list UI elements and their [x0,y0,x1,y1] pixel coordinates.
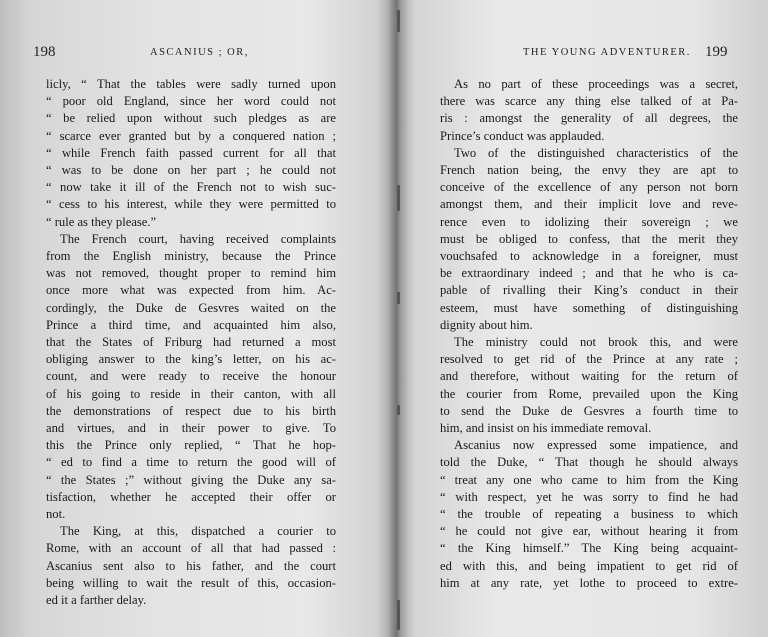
text-line: this the Prince only replied, “ That he hop- [46,438,336,453]
text-line: “ rule as they please.” [46,214,157,229]
text-line: “ poor old England, since her word could not [46,94,336,109]
text-line: cordingly, the Duke de Gesvres waited on the [46,300,336,315]
text-line: ris : amongst the generality of all degrees, the [440,111,738,126]
text-line: The ministry could not brook this, and were [454,335,738,350]
text-line: “ be relied upon without such pledges as are [46,111,336,126]
binding-stitch [397,600,400,630]
text-line: him, and insist on his immediate removal. [440,421,652,436]
text-line: tisfaction, whether he accepted their offer or [46,489,336,504]
text-line: Prince a third time, and acquainted him also, [46,317,336,332]
text-line: “ scarce ever granted but by a conquered nation ; [46,128,336,143]
text-line: “ cess to his interest, while they were permitted to [46,197,336,212]
text-line: and virtues, and in their power to give. To [46,421,336,436]
text-line: that the States of Friburg had returned a most [46,335,336,350]
text-line: pable of rivalling their King’s conduct in their [440,283,738,298]
text-line: “ treat any one who came to him from the King [440,472,738,487]
text-line: told the Duke, “ That though he should always [440,455,738,470]
text-line: amongst them, and their implicit love and reve- [440,197,738,212]
text-line: resolved to get rid of the Prince at any rate ; [440,352,738,367]
text-line: vouchsafed to acknowledge in a foreigner, must [440,249,738,264]
running-head-left: ASCANIUS ; OR, [150,47,249,58]
text-line: dignity about him. [440,317,533,332]
binding-stitch [397,292,400,304]
page-number-left: 198 [33,44,56,60]
text-line: Prince’s conduct was applauded. [440,128,605,143]
text-line: rence even to idolizing their sovereign ; we [440,214,738,229]
text-line: be extraordinary indeed ; and that he who is ca- [440,266,738,281]
text-line: “ he could not give ear, without hearing it from [440,524,738,539]
text-line: “ now take it ill of the French not to wish suc- [46,180,336,195]
text-line: Ascanius now expressed some impatience, and [454,438,738,453]
text-line: conceive of the excellence of any person not born [440,180,738,195]
binding-stitch [397,185,400,211]
text-line: The French court, having received complaints [60,231,336,246]
text-line: and therefore, without waiting for the return of [440,369,738,384]
text-line: Rome, with an account of all that had passed : [46,541,336,556]
text-line: being willing to wait the result of this, occasion- [46,575,336,590]
page-number-right: 199 [705,44,728,60]
text-line: As no part of these proceedings was a secret, [454,77,738,91]
text-line: the courier from Rome, prevailed upon the King [440,386,738,401]
text-line: count, and were ready to receive the honour [46,369,336,384]
running-head-right: THE YOUNG ADVENTURER. [523,47,691,58]
text-line: French nation being, the envy they are apt to [440,163,738,178]
text-line: ed with this, and being impatient to get rid of [440,558,738,573]
text-line: from the English ministry, because the Prince [46,249,336,264]
text-line: him at any rate, yet lothe to proceed to extre- [440,575,738,590]
text-line: The King, at this, dispatched a courier to [60,524,336,539]
text-line: “ the States ;” without giving the Duke any sa- [46,472,336,487]
text-line: obliging answer to the king’s letter, on his ac- [46,352,336,367]
text-line: the demonstrations of respect due to his birth [46,403,336,418]
left-page-body [46,76,336,609]
text-line: must be obliged to confess, that the merit they [440,231,738,246]
text-line: to send the Duke de Gesvres a fourth time to [440,403,738,418]
text-line: not. [46,507,66,522]
text-line: “ ed to find a time to return the good will of [46,455,336,470]
text-line: “ the King himself.” The King being acquaint- [440,541,738,556]
text-line: ed it a farther delay. [46,593,147,608]
book-gutter [388,0,408,637]
text-line: “ was to be done on her part ; he could not [46,163,336,178]
text-line: of his going to reside in their canton, with all [46,386,336,401]
text-line: “ with respect, yet he was sorry to find he had [440,489,738,504]
binding-stitch [397,405,400,415]
text-line: licly, “ That the tables were sadly turned upon [46,77,336,91]
right-page [408,0,768,637]
text-line: “ while French faith passed current for all that [46,145,336,160]
text-line: was not removed, thought proper to remind him [46,266,336,281]
text-line: “ the trouble of repeating a business to which [440,507,738,522]
text-line: once more what was expected from him. Ac- [46,283,336,298]
text-line: Two of the distinguished characteristics of the [454,145,738,160]
text-line: Ascanius sent also to his father, and the court [46,558,336,573]
text-line: there was scarce any thing else talked of at Pa- [440,94,738,109]
binding-stitch [397,10,400,32]
text-line: esteem, must have something of distinguishing [440,300,738,315]
right-page-body [440,76,738,592]
